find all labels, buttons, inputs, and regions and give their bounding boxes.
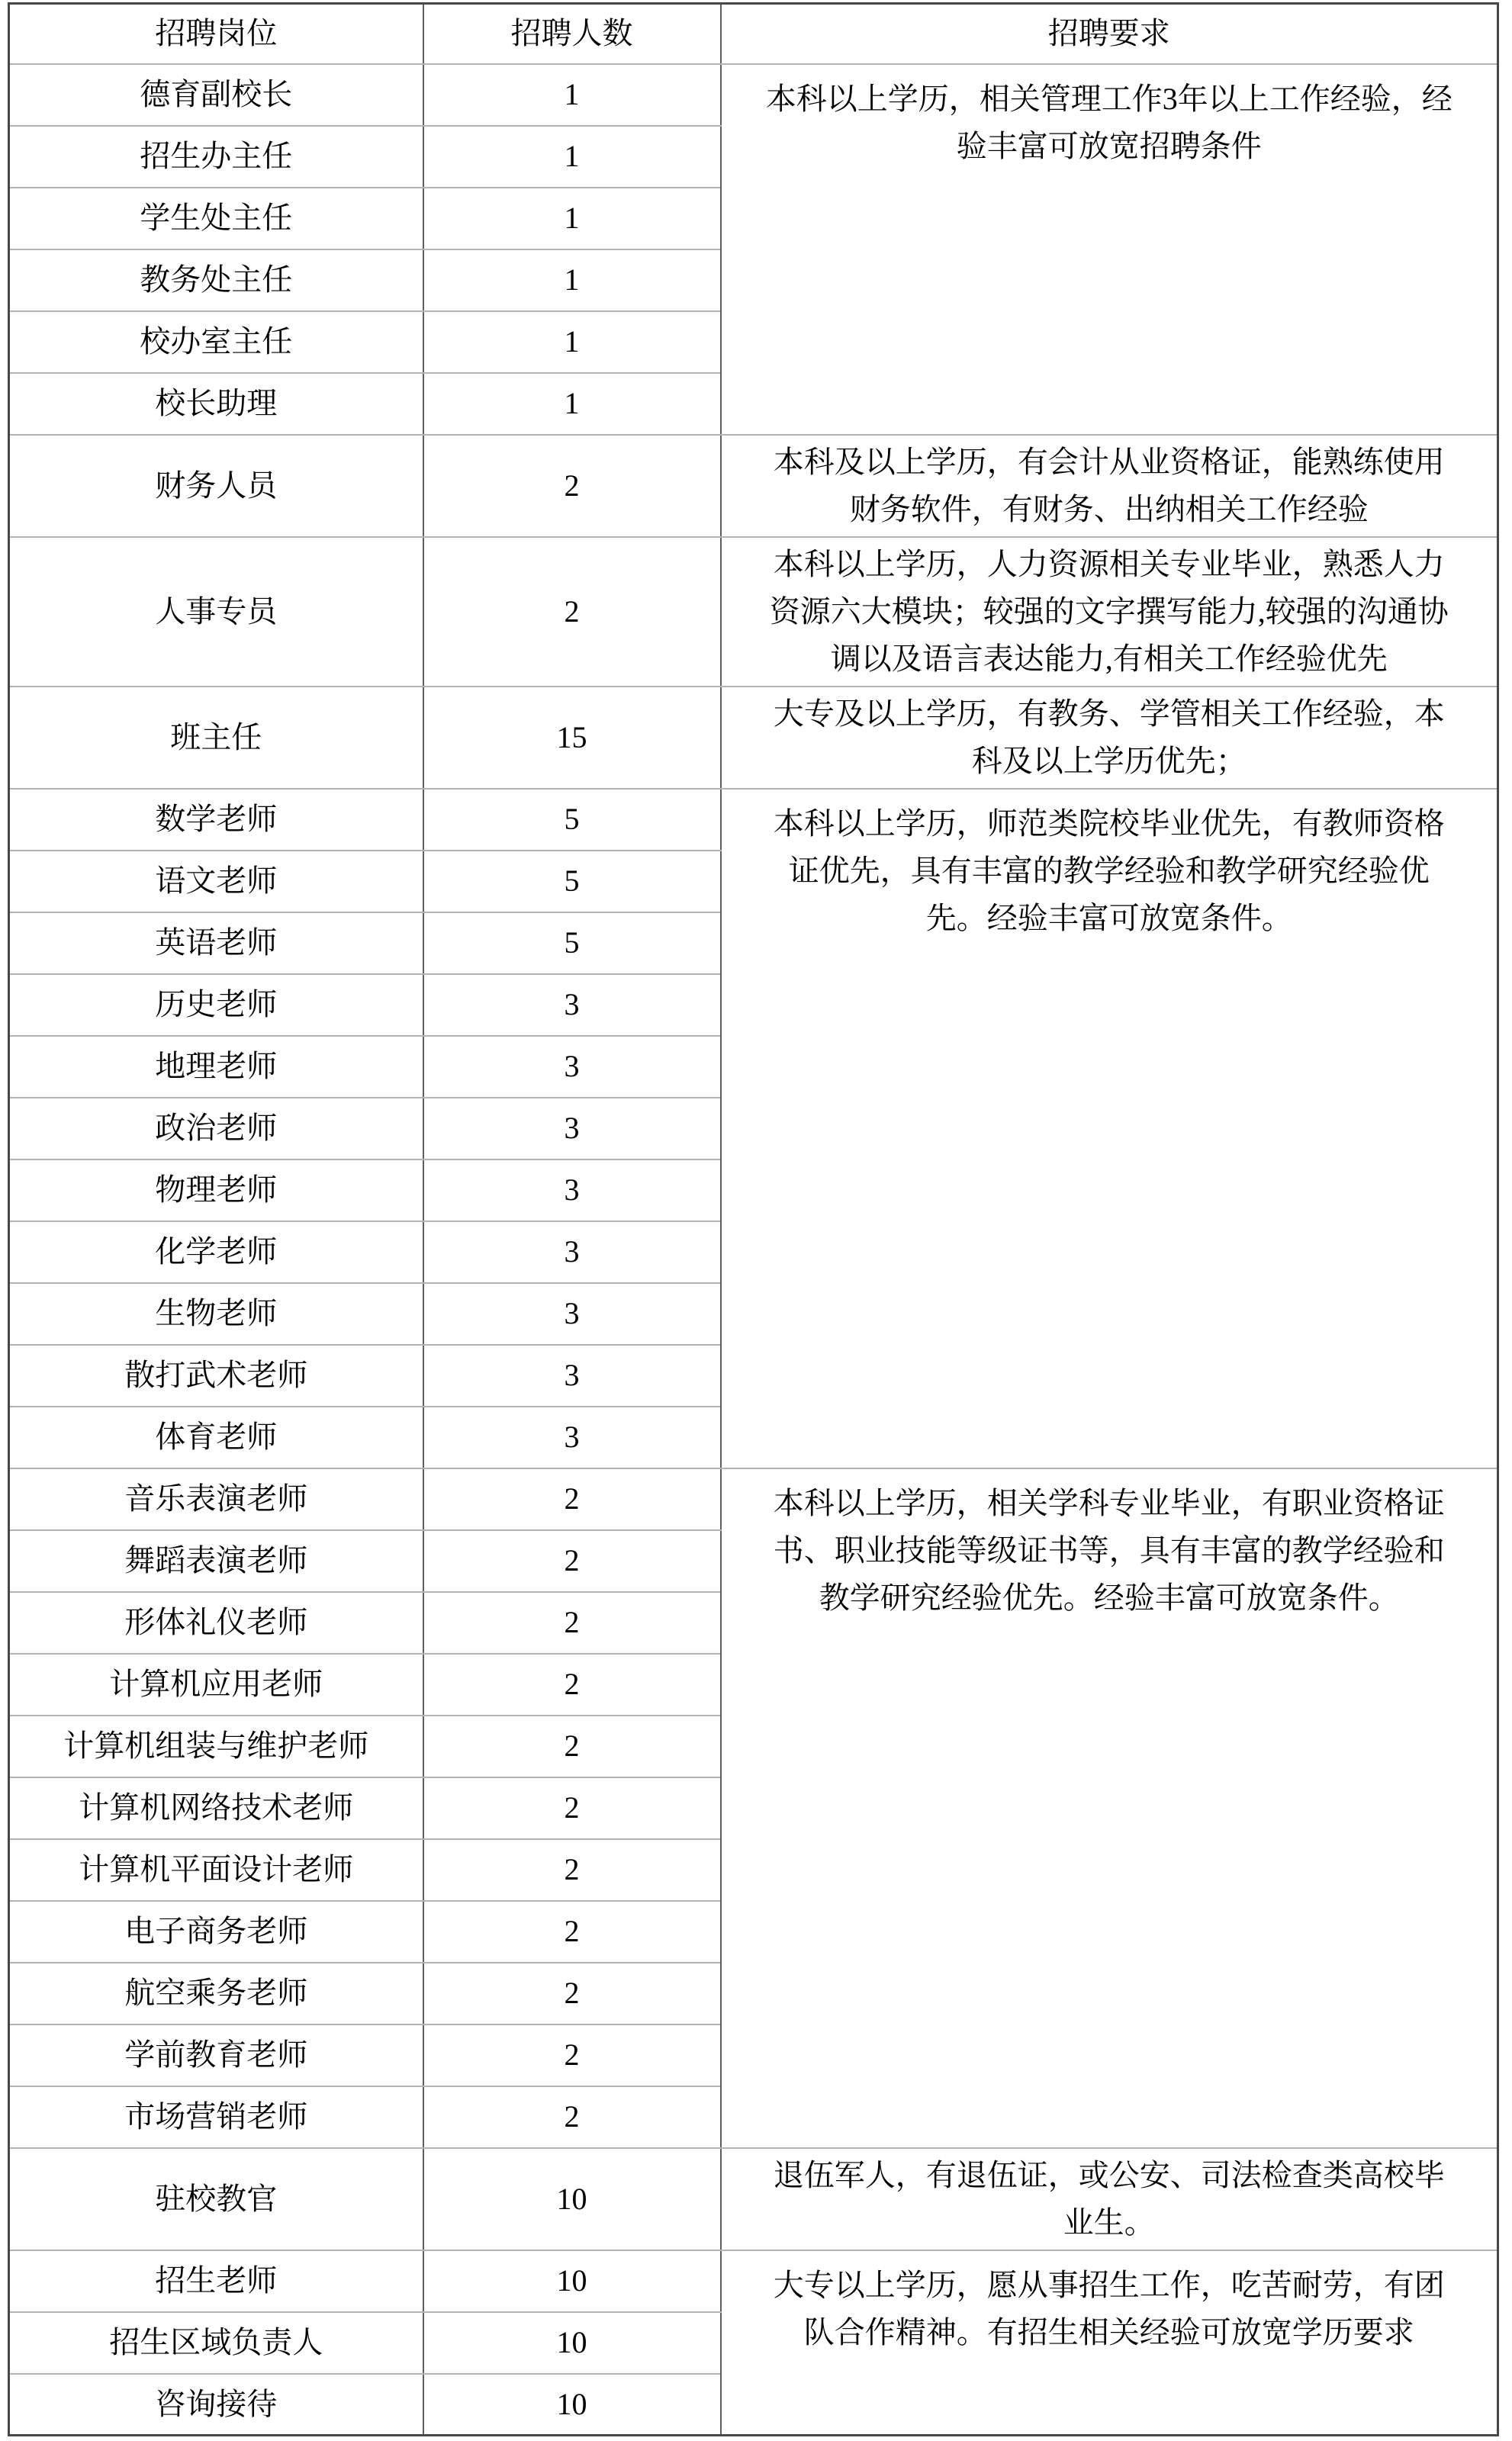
job-count-cell: 2 [423, 537, 721, 687]
job-count-cell: 3 [423, 974, 721, 1036]
job-count-cell: 1 [423, 311, 721, 373]
recruitment-table [8, 2, 1499, 2436]
job-title-cell: 市场营销老师 [9, 2086, 423, 2148]
job-title-cell: 生物老师 [9, 1283, 423, 1345]
job-title-cell: 招生老师 [9, 2250, 423, 2312]
job-title-cell: 计算机平面设计老师 [9, 1839, 423, 1901]
requirement-cell: 大专以上学历，愿从事招生工作，吃苦耐劳，有团队合作精神。有招生相关经验可放宽学历要求 [721, 2250, 1498, 2436]
job-title-cell: 英语老师 [9, 912, 423, 974]
job-count-cell: 2 [423, 1592, 721, 1654]
job-title-cell: 学生处主任 [9, 188, 423, 249]
job-count-cell: 2 [423, 1716, 721, 1777]
job-count-cell: 1 [423, 64, 721, 126]
table-row [9, 1468, 1498, 1530]
table-row [9, 687, 1498, 789]
job-title-cell: 电子商务老师 [9, 1901, 423, 1963]
job-title-cell: 招生办主任 [9, 126, 423, 188]
table-row [9, 2250, 1498, 2312]
job-count-cell: 5 [423, 789, 721, 851]
table-row [9, 435, 1498, 537]
job-count-cell: 5 [423, 912, 721, 974]
job-title-cell: 财务人员 [9, 435, 423, 537]
job-count-cell: 10 [423, 2312, 721, 2374]
job-count-cell: 2 [423, 435, 721, 537]
requirement-cell: 本科以上学历，相关管理工作3年以上工作经验，经验丰富可放宽招聘条件 [721, 64, 1498, 435]
job-count-cell: 2 [423, 1777, 721, 1839]
job-title-cell: 计算机应用老师 [9, 1654, 423, 1716]
job-count-cell: 2 [423, 1839, 721, 1901]
job-title-cell: 驻校教官 [9, 2148, 423, 2250]
job-title-cell: 语文老师 [9, 851, 423, 912]
column-header-count: 招聘人数 [423, 4, 721, 64]
job-count-cell: 1 [423, 126, 721, 188]
job-count-cell: 1 [423, 188, 721, 249]
job-count-cell: 10 [423, 2374, 721, 2436]
job-title-cell: 体育老师 [9, 1407, 423, 1468]
job-count-cell: 3 [423, 1283, 721, 1345]
job-title-cell: 教务处主任 [9, 249, 423, 311]
job-count-cell: 3 [423, 1159, 721, 1221]
job-title-cell: 政治老师 [9, 1098, 423, 1159]
job-count-cell: 3 [423, 1036, 721, 1098]
job-title-cell: 历史老师 [9, 974, 423, 1036]
job-count-cell: 3 [423, 1221, 721, 1283]
table-row [9, 537, 1498, 687]
job-title-cell: 计算机网络技术老师 [9, 1777, 423, 1839]
job-title-cell: 咨询接待 [9, 2374, 423, 2436]
job-count-cell: 5 [423, 851, 721, 912]
table-row [9, 64, 1498, 126]
job-title-cell: 校办室主任 [9, 311, 423, 373]
job-title-cell: 数学老师 [9, 789, 423, 851]
job-count-cell: 2 [423, 1901, 721, 1963]
job-title-cell: 德育副校长 [9, 64, 423, 126]
job-count-cell: 2 [423, 1654, 721, 1716]
job-title-cell: 舞蹈表演老师 [9, 1530, 423, 1592]
job-title-cell: 班主任 [9, 687, 423, 789]
job-count-cell: 1 [423, 249, 721, 311]
job-title-cell: 化学老师 [9, 1221, 423, 1283]
job-count-cell: 2 [423, 1468, 721, 1530]
table-row [9, 789, 1498, 851]
job-title-cell: 人事专员 [9, 537, 423, 687]
job-count-cell: 2 [423, 1963, 721, 2025]
header-row [9, 4, 1498, 64]
requirement-cell: 本科及以上学历，有会计从业资格证，能熟练使用财务软件，有财务、出纳相关工作经验 [721, 435, 1498, 537]
job-title-cell: 校长助理 [9, 373, 423, 435]
job-count-cell: 2 [423, 2086, 721, 2148]
job-title-cell: 散打武术老师 [9, 1345, 423, 1407]
job-title-cell: 形体礼仪老师 [9, 1592, 423, 1654]
job-title-cell: 物理老师 [9, 1159, 423, 1221]
job-count-cell: 3 [423, 1345, 721, 1407]
column-header-requirements: 招聘要求 [721, 4, 1498, 64]
job-count-cell: 3 [423, 1407, 721, 1468]
requirement-cell: 退伍军人，有退伍证，或公安、司法检查类高校毕业生。 [721, 2148, 1498, 2250]
job-title-cell: 学前教育老师 [9, 2025, 423, 2086]
job-title-cell: 地理老师 [9, 1036, 423, 1098]
job-title-cell: 航空乘务老师 [9, 1963, 423, 2025]
requirement-cell: 本科以上学历，师范类院校毕业优先，有教师资格证优先，具有丰富的教学经验和教学研究经验优先。经验丰富可放宽条件。 [721, 789, 1498, 1468]
job-count-cell: 15 [423, 687, 721, 789]
requirement-cell: 大专及以上学历，有教务、学管相关工作经验，本科及以上学历优先； [721, 687, 1498, 789]
requirement-cell: 本科以上学历，相关学科专业毕业，有职业资格证书、职业技能等级证书等，具有丰富的教学经验和教学研究经验优先。经验丰富可放宽条件。 [721, 1468, 1498, 2148]
job-count-cell: 10 [423, 2250, 721, 2312]
job-count-cell: 10 [423, 2148, 721, 2250]
table-body [9, 64, 1498, 2436]
requirement-cell: 本科以上学历，人力资源相关专业毕业，熟悉人力资源六大模块；较强的文字撰写能力,较强的沟通协调以及语言表达能力,有相关工作经验优先 [721, 537, 1498, 687]
page [0, 2, 1512, 2436]
job-count-cell: 2 [423, 1530, 721, 1592]
job-count-cell: 3 [423, 1098, 721, 1159]
column-header-position: 招聘岗位 [9, 4, 423, 64]
job-count-cell: 2 [423, 2025, 721, 2086]
job-count-cell: 1 [423, 373, 721, 435]
job-title-cell: 计算机组装与维护老师 [9, 1716, 423, 1777]
table-row [9, 2148, 1498, 2250]
job-title-cell: 招生区域负责人 [9, 2312, 423, 2374]
job-title-cell: 音乐表演老师 [9, 1468, 423, 1530]
table-header [9, 4, 1498, 64]
